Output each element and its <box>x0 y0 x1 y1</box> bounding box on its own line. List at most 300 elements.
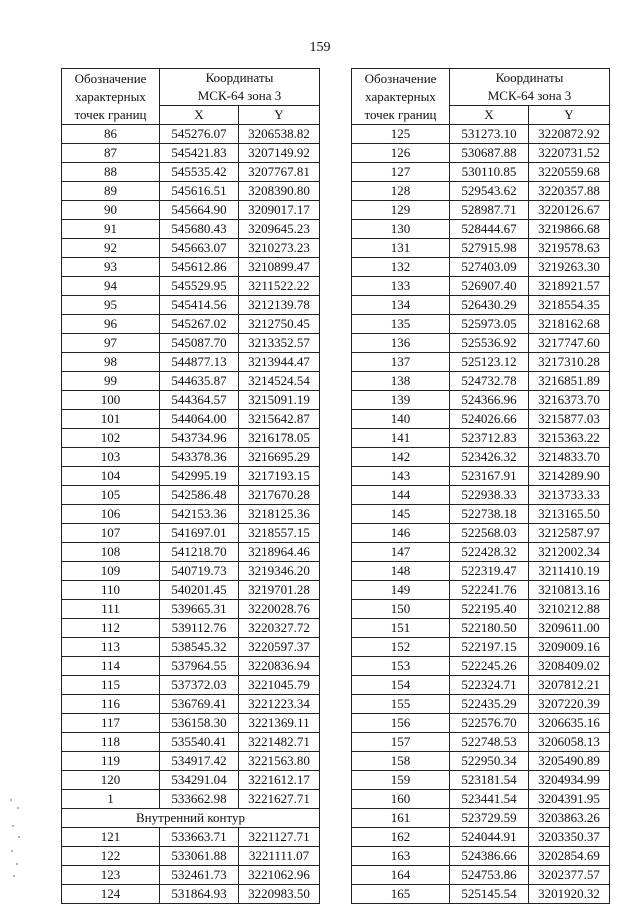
point-number: 105 <box>62 486 160 505</box>
coord-y: 3213352.57 <box>239 334 320 353</box>
point-number: 153 <box>352 657 450 676</box>
point-number: 136 <box>352 334 450 353</box>
coord-y: 3219701.28 <box>239 581 320 600</box>
coord-x: 522568.03 <box>450 524 529 543</box>
coord-x: 524044.91 <box>450 828 529 847</box>
table-row <box>352 201 610 220</box>
coord-y: 3201920.32 <box>529 885 610 904</box>
table-row <box>62 676 320 695</box>
coord-x: 529543.62 <box>450 182 529 201</box>
table-row <box>62 353 320 372</box>
coord-y: 3220731.52 <box>529 144 610 163</box>
coord-x: 522428.32 <box>450 543 529 562</box>
table-row <box>352 353 610 372</box>
table-row <box>62 220 320 239</box>
coord-y: 3220126.67 <box>529 201 610 220</box>
table-row <box>352 866 610 885</box>
point-number: 148 <box>352 562 450 581</box>
coord-x: 525973.05 <box>450 315 529 334</box>
point-number: 139 <box>352 391 450 410</box>
point-number: 134 <box>352 296 450 315</box>
point-number: 100 <box>62 391 160 410</box>
coord-x: 538545.32 <box>160 638 239 657</box>
coord-x: 543378.36 <box>160 448 239 467</box>
point-number: 131 <box>352 239 450 258</box>
point-number: 94 <box>62 277 160 296</box>
point-number: 160 <box>352 790 450 809</box>
point-number: 121 <box>62 828 160 847</box>
coord-y: 3209645.23 <box>239 220 320 239</box>
coord-y: 3202377.57 <box>529 866 610 885</box>
coord-y: 3221062.96 <box>239 866 320 885</box>
table-row <box>62 182 320 201</box>
coord-y: 3210212.88 <box>529 600 610 619</box>
table-row <box>62 543 320 562</box>
coord-x: 543734.96 <box>160 429 239 448</box>
coord-x: 534917.42 <box>160 752 239 771</box>
coord-y: 3206635.16 <box>529 714 610 733</box>
coord-x: 524753.86 <box>450 866 529 885</box>
table-row <box>62 144 320 163</box>
coord-x: 523167.91 <box>450 467 529 486</box>
table-row <box>352 809 610 828</box>
point-number: 146 <box>352 524 450 543</box>
coord-x: 523181.54 <box>450 771 529 790</box>
coord-y: 3210273.23 <box>239 239 320 258</box>
coord-y: 3221482.71 <box>239 733 320 752</box>
coord-y: 3219263.30 <box>529 258 610 277</box>
table-row <box>352 163 610 182</box>
point-number: 115 <box>62 676 160 695</box>
table-row <box>62 486 320 505</box>
coord-x: 536158.30 <box>160 714 239 733</box>
coord-y: 3212139.78 <box>239 296 320 315</box>
coord-y: 3208409.02 <box>529 657 610 676</box>
point-number: 99 <box>62 372 160 391</box>
point-number: 96 <box>62 315 160 334</box>
coord-x: 536769.41 <box>160 695 239 714</box>
table-row <box>352 144 610 163</box>
coord-x: 542995.19 <box>160 467 239 486</box>
coord-x: 525123.12 <box>450 353 529 372</box>
coord-x: 540719.73 <box>160 562 239 581</box>
point-number: 154 <box>352 676 450 695</box>
point-number: 90 <box>62 201 160 220</box>
table-row <box>352 581 610 600</box>
point-number: 116 <box>62 695 160 714</box>
coord-x: 533662.98 <box>160 790 239 809</box>
coord-x: 545612.86 <box>160 258 239 277</box>
point-number: 137 <box>352 353 450 372</box>
coord-y: 3216178.05 <box>239 429 320 448</box>
coord-y: 3209611.00 <box>529 619 610 638</box>
coord-y: 3208390.80 <box>239 182 320 201</box>
coord-x: 532461.73 <box>160 866 239 885</box>
coord-y: 3206538.82 <box>239 125 320 144</box>
table-row <box>352 486 610 505</box>
table-row <box>352 600 610 619</box>
coord-y: 3215877.03 <box>529 410 610 429</box>
table-row <box>352 258 610 277</box>
coord-x: 545663.07 <box>160 239 239 258</box>
coord-y: 3220983.50 <box>239 885 320 904</box>
point-number: 88 <box>62 163 160 182</box>
table-row <box>62 163 320 182</box>
coord-x: 522319.47 <box>450 562 529 581</box>
coord-x: 540201.45 <box>160 581 239 600</box>
point-number: 151 <box>352 619 450 638</box>
coord-y: 3221223.34 <box>239 695 320 714</box>
coord-y: 3217670.28 <box>239 486 320 505</box>
table-row <box>352 676 610 695</box>
coord-x: 522241.76 <box>450 581 529 600</box>
coord-y: 3212002.34 <box>529 543 610 562</box>
coord-y: 3221111.07 <box>239 847 320 866</box>
table-row <box>62 562 320 581</box>
table-row <box>352 790 610 809</box>
table-row <box>352 391 610 410</box>
point-number: 125 <box>352 125 450 144</box>
point-number: 122 <box>62 847 160 866</box>
point-number: 119 <box>62 752 160 771</box>
table-row <box>62 752 320 771</box>
coord-x: 531273.10 <box>450 125 529 144</box>
table-row <box>62 866 320 885</box>
coord-x: 526907.40 <box>450 277 529 296</box>
coord-x: 523729.59 <box>450 809 529 828</box>
table-row <box>62 372 320 391</box>
table-row <box>352 372 610 391</box>
coord-x: 544877.13 <box>160 353 239 372</box>
coord-x: 528444.67 <box>450 220 529 239</box>
coord-x: 527915.98 <box>450 239 529 258</box>
point-number: 114 <box>62 657 160 676</box>
header-coordinates: Координаты МСК-64 зона 3 <box>450 69 610 106</box>
coord-y: 3217310.28 <box>529 353 610 372</box>
coord-x: 545664.90 <box>160 201 239 220</box>
coord-y: 3219346.20 <box>239 562 320 581</box>
table-row <box>62 733 320 752</box>
table-row <box>352 410 610 429</box>
coord-x: 524366.96 <box>450 391 529 410</box>
coord-x: 522950.34 <box>450 752 529 771</box>
coord-y: 3221127.71 <box>239 828 320 847</box>
table-row <box>62 125 320 144</box>
point-number: 149 <box>352 581 450 600</box>
coord-y: 3203863.26 <box>529 809 610 828</box>
coord-x: 545421.83 <box>160 144 239 163</box>
table-row <box>62 847 320 866</box>
coord-x: 522197.15 <box>450 638 529 657</box>
coord-x: 522576.70 <box>450 714 529 733</box>
coord-x: 545529.95 <box>160 277 239 296</box>
point-number: 106 <box>62 505 160 524</box>
point-number: 138 <box>352 372 450 391</box>
coord-y: 3220836.94 <box>239 657 320 676</box>
coord-y: 3218125.36 <box>239 505 320 524</box>
coord-x: 522738.18 <box>450 505 529 524</box>
table-row <box>352 220 610 239</box>
header-designation: Обозначение характерных точек границ <box>62 69 160 125</box>
coord-x: 537372.03 <box>160 676 239 695</box>
point-number: 89 <box>62 182 160 201</box>
coord-y: 3220872.92 <box>529 125 610 144</box>
point-number: 150 <box>352 600 450 619</box>
coord-y: 3204391.95 <box>529 790 610 809</box>
coord-y: 3214289.90 <box>529 467 610 486</box>
coordinates-table-left <box>61 68 320 904</box>
table-row <box>352 334 610 353</box>
coord-x: 528987.71 <box>450 201 529 220</box>
table-row <box>352 847 610 866</box>
point-number: 103 <box>62 448 160 467</box>
coord-y: 3219578.63 <box>529 239 610 258</box>
coord-x: 542153.36 <box>160 505 239 524</box>
point-number: 152 <box>352 638 450 657</box>
coord-y: 3220559.68 <box>529 163 610 182</box>
point-number: 128 <box>352 182 450 201</box>
table-row <box>62 771 320 790</box>
point-number: 110 <box>62 581 160 600</box>
coord-y: 3216373.70 <box>529 391 610 410</box>
point-number: 126 <box>352 144 450 163</box>
coord-x: 537964.55 <box>160 657 239 676</box>
point-number: 158 <box>352 752 450 771</box>
point-number: 112 <box>62 619 160 638</box>
point-number: 104 <box>62 467 160 486</box>
coord-y: 3207767.81 <box>239 163 320 182</box>
table-row <box>62 277 320 296</box>
coord-x: 530687.88 <box>450 144 529 163</box>
table-row <box>62 315 320 334</box>
header-designation: Обозначение характерных точек границ <box>352 69 450 125</box>
point-number: 127 <box>352 163 450 182</box>
coord-y: 3218921.57 <box>529 277 610 296</box>
point-number: 163 <box>352 847 450 866</box>
table-row <box>62 657 320 676</box>
point-number: 129 <box>352 201 450 220</box>
coord-y: 3212587.97 <box>529 524 610 543</box>
header-coordinates: Координаты МСК-64 зона 3 <box>160 69 320 106</box>
coord-y: 3220028.76 <box>239 600 320 619</box>
coord-x: 531864.93 <box>160 885 239 904</box>
table-row <box>352 543 610 562</box>
coord-y: 3220597.37 <box>239 638 320 657</box>
coord-x: 534291.04 <box>160 771 239 790</box>
coord-x: 524026.66 <box>450 410 529 429</box>
point-number: 102 <box>62 429 160 448</box>
coord-x: 533663.71 <box>160 828 239 847</box>
table-row <box>62 790 320 809</box>
coord-y: 3218964.46 <box>239 543 320 562</box>
section-label-inner-contour: Внутренний контур <box>62 809 320 828</box>
point-number: 93 <box>62 258 160 277</box>
point-number: 142 <box>352 448 450 467</box>
table-row <box>352 562 610 581</box>
coord-x: 533061.88 <box>160 847 239 866</box>
coord-y: 3215363.22 <box>529 429 610 448</box>
point-number: 130 <box>352 220 450 239</box>
table-row <box>352 125 610 144</box>
coord-y: 3216695.29 <box>239 448 320 467</box>
point-number: 101 <box>62 410 160 429</box>
coord-y: 3210813.16 <box>529 581 610 600</box>
table-row <box>62 695 320 714</box>
coord-y: 3221369.11 <box>239 714 320 733</box>
coord-y: 3206058.13 <box>529 733 610 752</box>
coord-y: 3207220.39 <box>529 695 610 714</box>
table-row <box>62 239 320 258</box>
coord-x: 544364.57 <box>160 391 239 410</box>
point-number: 162 <box>352 828 450 847</box>
coord-x: 523712.83 <box>450 429 529 448</box>
coord-x: 539665.31 <box>160 600 239 619</box>
point-number: 155 <box>352 695 450 714</box>
coord-y: 3214833.70 <box>529 448 610 467</box>
coord-x: 526430.29 <box>450 296 529 315</box>
section-row <box>62 809 320 828</box>
table-row <box>62 600 320 619</box>
coord-y: 3218554.35 <box>529 296 610 315</box>
table-row <box>62 429 320 448</box>
point-number: 124 <box>62 885 160 904</box>
coord-y: 3211410.19 <box>529 562 610 581</box>
coord-y: 3213733.33 <box>529 486 610 505</box>
coord-y: 3202854.69 <box>529 847 610 866</box>
coord-y: 3217747.60 <box>529 334 610 353</box>
coord-x: 544064.00 <box>160 410 239 429</box>
coord-x: 535540.41 <box>160 733 239 752</box>
point-number: 109 <box>62 562 160 581</box>
table-row <box>62 296 320 315</box>
table-row <box>62 885 320 904</box>
table-row <box>352 638 610 657</box>
coord-y: 3221045.79 <box>239 676 320 695</box>
coordinates-table-right <box>351 68 610 904</box>
table-row <box>62 334 320 353</box>
table-row <box>352 771 610 790</box>
coord-x: 544635.87 <box>160 372 239 391</box>
coord-x: 524732.78 <box>450 372 529 391</box>
point-number: 133 <box>352 277 450 296</box>
header-x: X <box>160 106 239 125</box>
header-y: Y <box>529 106 610 125</box>
coord-x: 545276.07 <box>160 125 239 144</box>
coord-x: 545087.70 <box>160 334 239 353</box>
margin-scan-marks <box>8 795 22 885</box>
coord-y: 3221612.17 <box>239 771 320 790</box>
coord-x: 530110.85 <box>450 163 529 182</box>
point-number: 159 <box>352 771 450 790</box>
table-row <box>352 315 610 334</box>
coord-x: 539112.76 <box>160 619 239 638</box>
point-number: 143 <box>352 467 450 486</box>
point-number: 144 <box>352 486 450 505</box>
coord-y: 3205490.89 <box>529 752 610 771</box>
coord-x: 525145.54 <box>450 885 529 904</box>
point-number: 97 <box>62 334 160 353</box>
table-row <box>352 695 610 714</box>
coord-y: 3220327.72 <box>239 619 320 638</box>
header-y: Y <box>239 106 320 125</box>
coord-x: 523441.54 <box>450 790 529 809</box>
point-number: 113 <box>62 638 160 657</box>
point-number: 1 <box>62 790 160 809</box>
coord-y: 3215642.87 <box>239 410 320 429</box>
coord-y: 3214524.54 <box>239 372 320 391</box>
coord-x: 522748.53 <box>450 733 529 752</box>
point-number: 156 <box>352 714 450 733</box>
coord-y: 3211522.22 <box>239 277 320 296</box>
point-number: 140 <box>352 410 450 429</box>
coord-y: 3207812.21 <box>529 676 610 695</box>
coord-x: 522180.50 <box>450 619 529 638</box>
coord-y: 3220357.88 <box>529 182 610 201</box>
point-number: 164 <box>352 866 450 885</box>
table-row <box>352 619 610 638</box>
point-number: 141 <box>352 429 450 448</box>
point-number: 157 <box>352 733 450 752</box>
coord-x: 542586.48 <box>160 486 239 505</box>
coord-y: 3210899.47 <box>239 258 320 277</box>
point-number: 147 <box>352 543 450 562</box>
table-row <box>62 448 320 467</box>
table-row <box>62 638 320 657</box>
table-row <box>62 524 320 543</box>
point-number: 108 <box>62 543 160 562</box>
coord-x: 524386.66 <box>450 847 529 866</box>
point-number: 111 <box>62 600 160 619</box>
table-row <box>352 885 610 904</box>
table-row <box>352 239 610 258</box>
coord-x: 522245.26 <box>450 657 529 676</box>
coord-x: 522435.29 <box>450 695 529 714</box>
coord-x: 541697.01 <box>160 524 239 543</box>
table-row <box>352 733 610 752</box>
table-row <box>352 182 610 201</box>
coord-x: 545680.43 <box>160 220 239 239</box>
coord-x: 525536.92 <box>450 334 529 353</box>
point-number: 118 <box>62 733 160 752</box>
table-row <box>352 714 610 733</box>
table-row <box>62 467 320 486</box>
coord-x: 545414.56 <box>160 296 239 315</box>
point-number: 95 <box>62 296 160 315</box>
point-number: 98 <box>62 353 160 372</box>
coord-y: 3209009.16 <box>529 638 610 657</box>
coord-y: 3221627.71 <box>239 790 320 809</box>
header-x: X <box>450 106 529 125</box>
coord-x: 523426.32 <box>450 448 529 467</box>
table-row <box>62 391 320 410</box>
table-row <box>352 524 610 543</box>
coord-x: 545535.42 <box>160 163 239 182</box>
coord-y: 3218162.68 <box>529 315 610 334</box>
point-number: 161 <box>352 809 450 828</box>
coord-x: 527403.09 <box>450 258 529 277</box>
coord-y: 3216851.89 <box>529 372 610 391</box>
table-row <box>62 828 320 847</box>
point-number: 135 <box>352 315 450 334</box>
table-row <box>62 619 320 638</box>
point-number: 120 <box>62 771 160 790</box>
point-number: 86 <box>62 125 160 144</box>
coord-x: 522195.40 <box>450 600 529 619</box>
coord-y: 3207149.92 <box>239 144 320 163</box>
page-number: 159 <box>309 40 331 55</box>
coord-x: 545616.51 <box>160 182 239 201</box>
table-row <box>352 752 610 771</box>
